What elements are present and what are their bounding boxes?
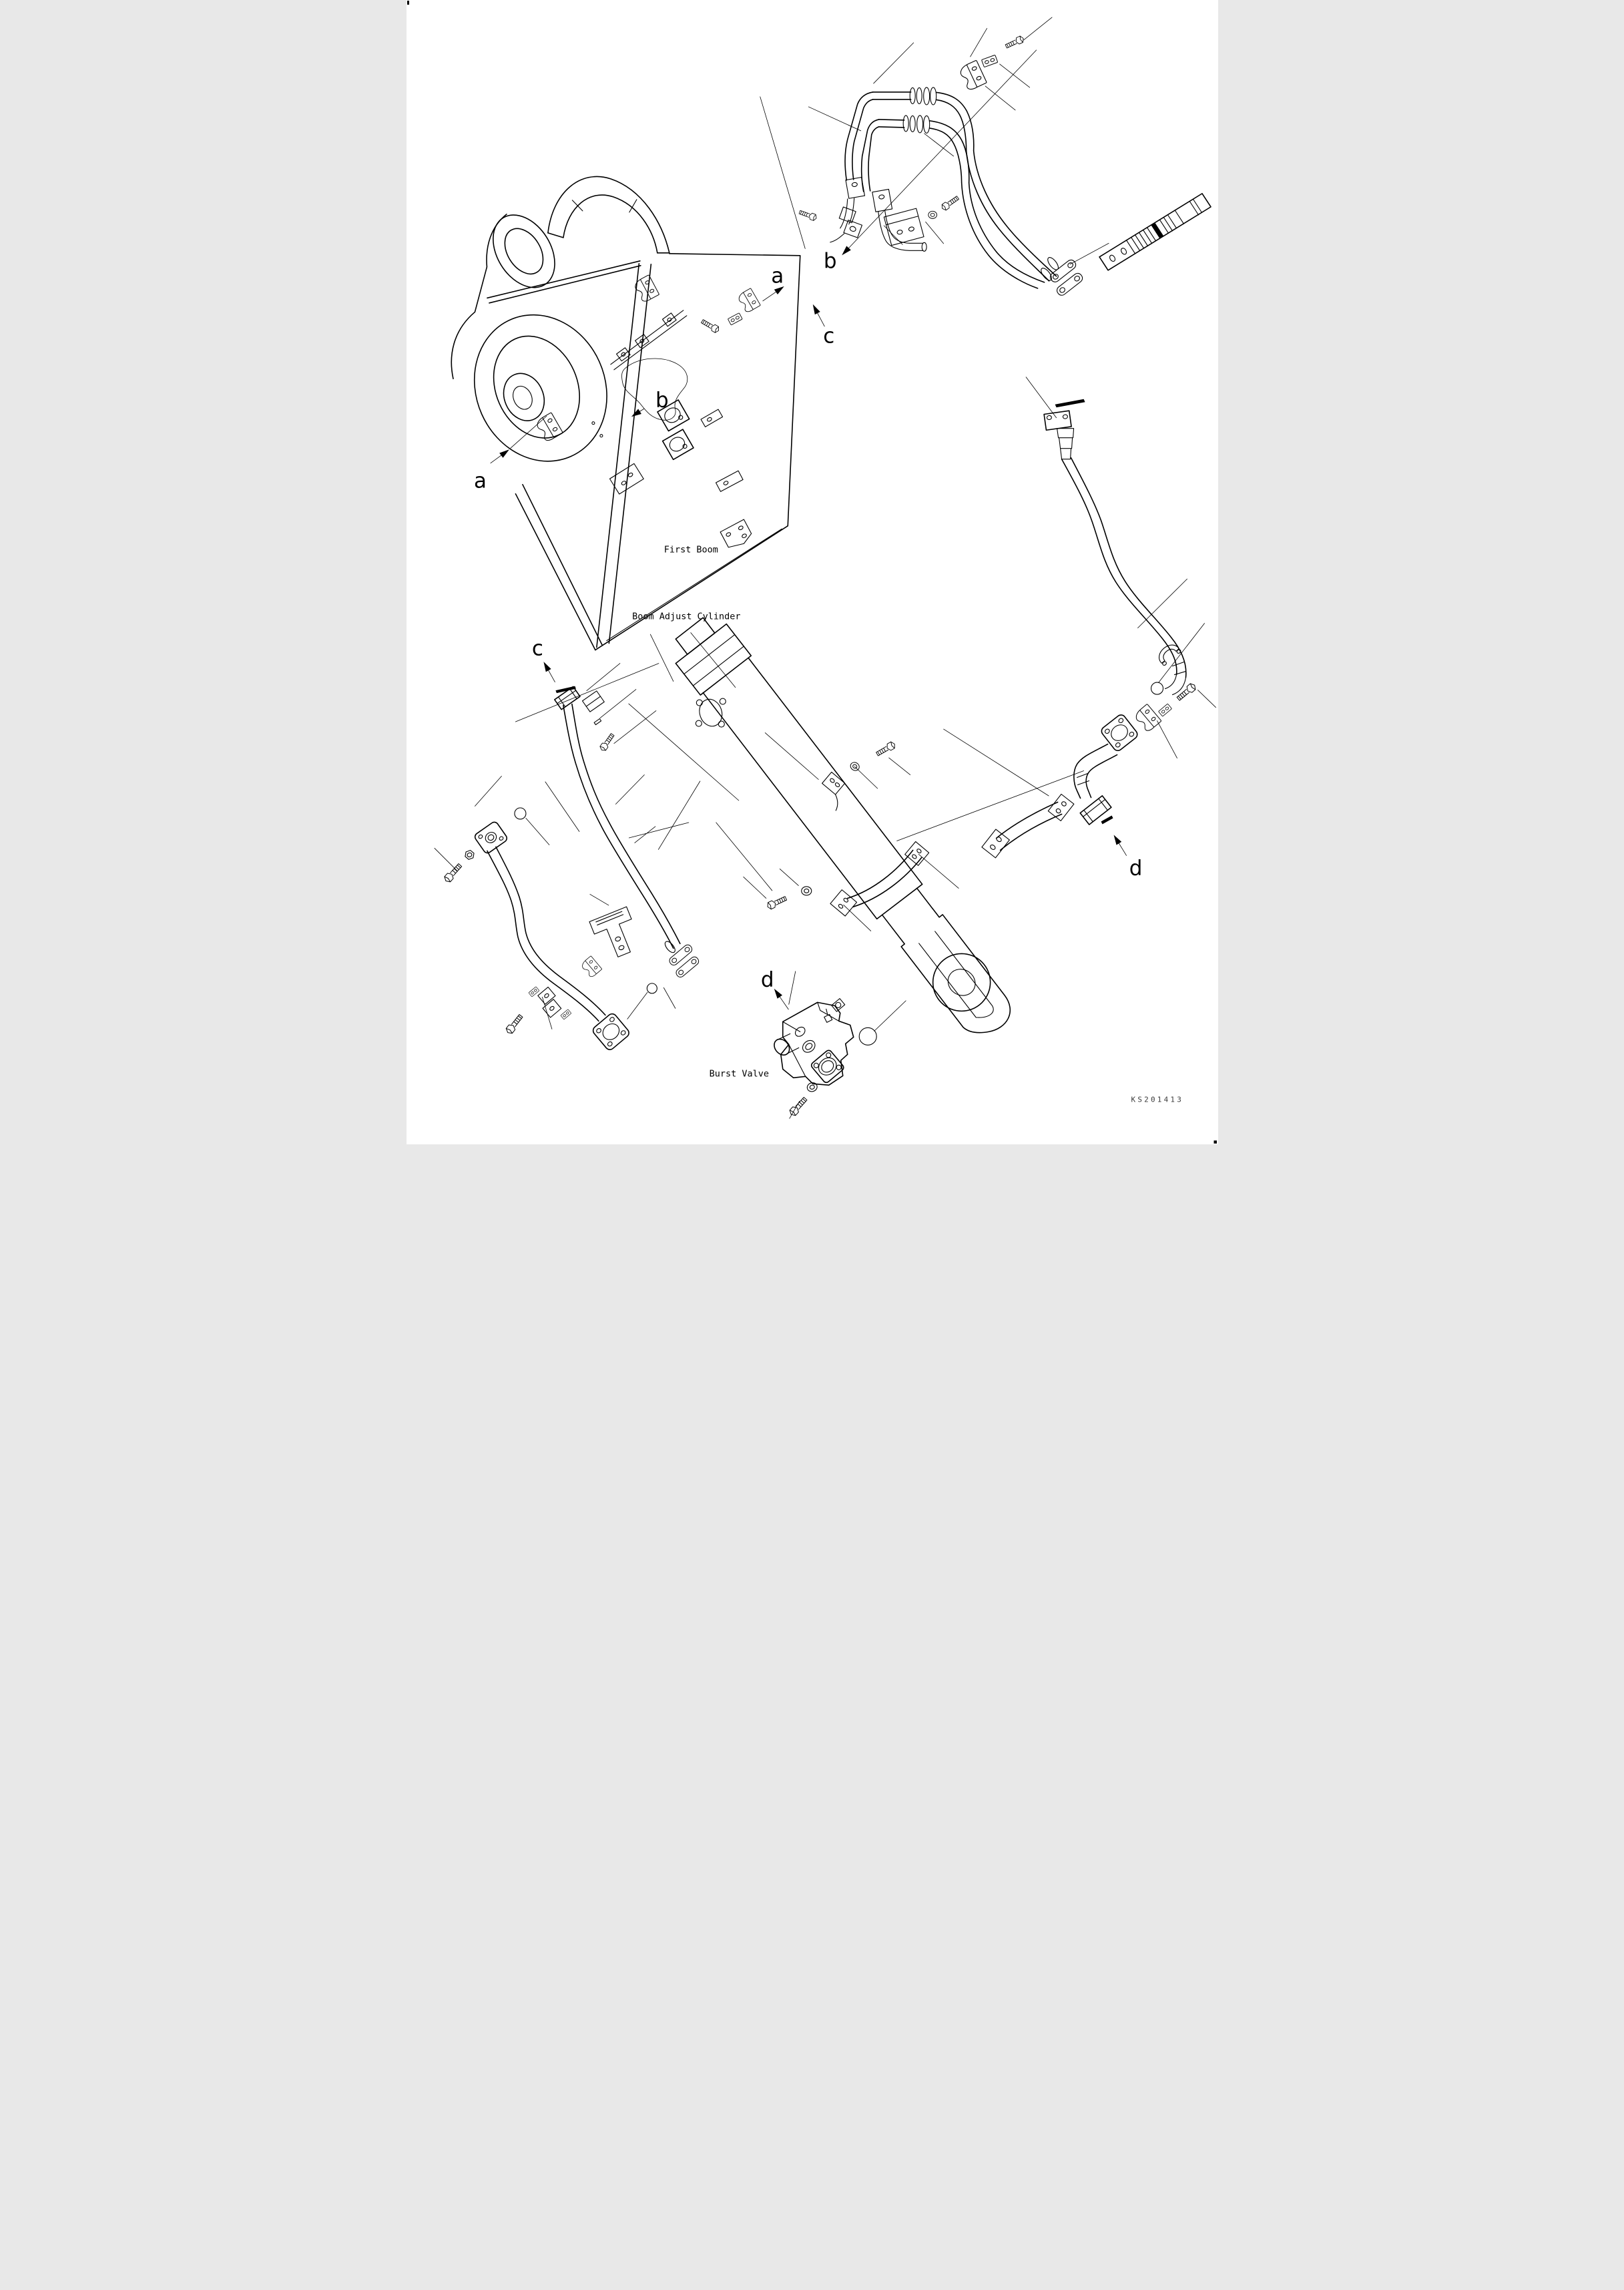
callout-b-top bbox=[823, 222, 872, 272]
label-burst-valve: Burst Valve bbox=[709, 1068, 769, 1080]
left-pipe-c bbox=[554, 686, 700, 979]
callout-letter-b-top: b bbox=[823, 248, 837, 273]
callout-arrowhead-a-left bbox=[499, 449, 509, 457]
callout-letter-b-boom: b bbox=[655, 388, 669, 413]
parts-diagram bbox=[407, 0, 1218, 1144]
callout-a-top bbox=[762, 264, 784, 300]
boom-adjust-cylinder-drawing bbox=[675, 618, 1010, 1033]
label-first-boom: First Boom bbox=[663, 544, 718, 555]
callout-arrow-line-a-left bbox=[490, 455, 501, 463]
callout-arrowhead-d-right bbox=[1113, 835, 1121, 845]
right-hose-assembly bbox=[1044, 399, 1197, 825]
mounting-strip bbox=[1099, 194, 1211, 270]
callout-a-left bbox=[473, 449, 509, 493]
callout-arrow-line-a-top bbox=[762, 292, 776, 300]
callout-layer bbox=[473, 222, 1141, 1009]
callout-arrow-line-c-top bbox=[817, 313, 824, 326]
corner-marks bbox=[407, 1, 1217, 1144]
tube-assembly bbox=[798, 35, 1056, 288]
callout-arrow-line-d-burst bbox=[780, 997, 788, 1009]
hose-foot bbox=[1039, 256, 1083, 297]
callout-d-right bbox=[1113, 835, 1142, 880]
callout-arrow-line-d-right bbox=[1119, 843, 1126, 855]
leader-lines bbox=[434, 17, 1215, 1118]
callout-arrowhead-c-top bbox=[812, 304, 820, 314]
callout-arrow-line-c-left bbox=[548, 670, 555, 682]
text-labels bbox=[632, 545, 1183, 1104]
callout-arrowhead-c-left bbox=[543, 662, 551, 672]
part-balloons bbox=[514, 808, 876, 1045]
callout-arrow-line-b-boom bbox=[639, 409, 643, 411]
callout-arrowhead-d-burst bbox=[774, 989, 782, 999]
callout-letter-d-right: d bbox=[1129, 856, 1142, 881]
callout-letter-c-left: c bbox=[531, 636, 543, 661]
diagram-page bbox=[407, 0, 1218, 1144]
callout-arrowhead-b-boom bbox=[631, 409, 641, 417]
burst-valve-drawing bbox=[771, 999, 853, 1118]
callout-c-left bbox=[531, 637, 555, 682]
callout-letter-a-left: a bbox=[473, 469, 487, 493]
first-boom-drawing bbox=[451, 176, 800, 650]
callout-c-top bbox=[812, 304, 834, 348]
callout-letter-a-top: a bbox=[770, 264, 784, 288]
lower-left-piping bbox=[443, 821, 642, 1052]
callout-d-burst bbox=[760, 967, 788, 1009]
callout-letter-c-top: c bbox=[822, 324, 834, 349]
drawing-number: KS201413 bbox=[1131, 1095, 1183, 1104]
label-boom-adjust-cylinder: Boom Adjust Cylinder bbox=[631, 611, 741, 622]
callout-letter-d-burst: d bbox=[760, 967, 774, 992]
